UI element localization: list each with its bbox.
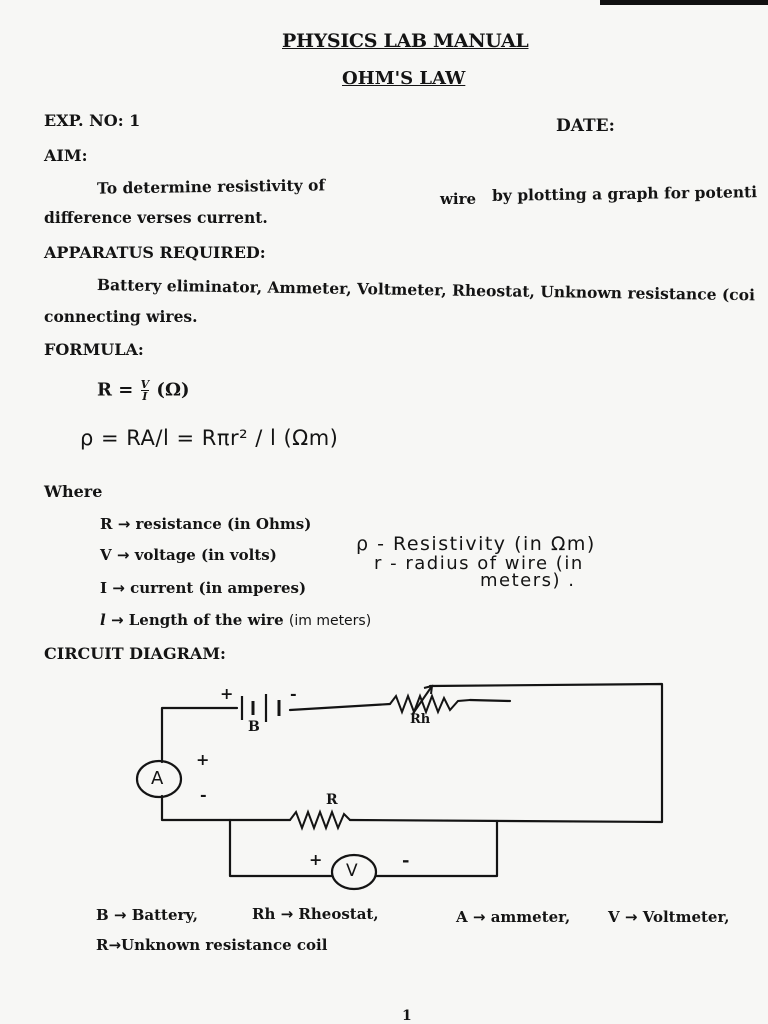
legend-text: Battery, [131, 906, 198, 924]
aim-text-line2: difference verses current. [44, 208, 268, 227]
legend-symbol: Rh [252, 905, 276, 923]
legend-symbol: V [608, 908, 620, 926]
battery-label: B [248, 719, 260, 735]
battery-icon [242, 694, 279, 722]
ammeter-label: A [151, 768, 164, 789]
circuit-wire-rheostat-right [470, 700, 510, 701]
ohm-formula-lhs: R = [97, 379, 134, 401]
where-item-text: current (in amperes) [130, 579, 307, 597]
exp-number: EXP. NO: 1 [44, 111, 141, 130]
voltmeter-plus-sign: + [309, 850, 323, 869]
legend-item-ammeter [456, 908, 570, 926]
ohm-unit: (Ω) [156, 379, 190, 401]
ohm-denominator: I [142, 390, 148, 403]
legend-symbol: A [456, 908, 468, 926]
rheostat-icon [390, 686, 470, 715]
legend-text: ammeter, [490, 908, 571, 926]
voltmeter-label: V [346, 861, 358, 881]
aim-text-part2: wire [440, 190, 477, 208]
where-item-text: Length of the wire [128, 611, 284, 629]
where-item-symbol: l [100, 611, 106, 629]
circuit-wire-left-bottom [162, 796, 290, 820]
manual-title: PHYSICS LAB MANUAL [282, 30, 529, 52]
legend-text: Rheostat, [298, 905, 379, 923]
voltmeter-minus-sign: - [402, 850, 410, 871]
ammeter-plus-sign: + [196, 750, 210, 769]
resistivity-note-line2: r - radius of wire (in [374, 553, 584, 574]
formula-heading: FORMULA: [44, 340, 144, 359]
resistor-icon [290, 812, 350, 828]
legend-symbol: R [96, 936, 109, 954]
circuit-wire-battery-rheostat [290, 704, 390, 710]
resistor-label: R [326, 792, 338, 808]
legend-text: Voltmeter, [642, 908, 730, 926]
right-arrow-icon: → [113, 906, 127, 924]
legend-item-rheostat [252, 905, 379, 923]
circuit-wire-voltmeter-return [376, 821, 497, 876]
legend-item-voltmeter [608, 908, 730, 926]
legend-text: Unknown resistance coil [121, 936, 328, 954]
right-arrow-icon: → [280, 905, 294, 923]
resistivity-formula: ρ = RA/l = Rπr² / l (Ωm) [80, 426, 339, 450]
right-arrow-icon: → [624, 908, 638, 926]
apparatus-text-line2: connecting wires. [44, 307, 198, 326]
rheostat-label: Rh [410, 712, 431, 727]
right-arrow-icon: → [116, 546, 130, 564]
apparatus-text-line1: Battery eliminator, Ammeter, Voltmeter, Rheostat, Unknown resistance (coi [96, 275, 756, 305]
where-item-text: resistance (in Ohms) [135, 515, 312, 533]
ammeter-minus-sign: - [200, 785, 207, 804]
right-arrow-icon: → [108, 936, 122, 954]
aim-heading: AIM: [44, 146, 88, 165]
right-arrow-icon: → [110, 611, 124, 629]
where-item-symbol: V [100, 546, 112, 564]
where-item-symbol: I [100, 579, 108, 597]
aim-text-part1: To determine resistivity of [96, 175, 326, 198]
legend-item-battery [96, 906, 198, 924]
circuit-heading: CIRCUIT DIAGRAM: [44, 644, 226, 663]
where-heading: Where [44, 482, 103, 501]
page-number: 1 [402, 1008, 412, 1024]
where-item-symbol: R [100, 515, 113, 533]
right-arrow-icon: → [112, 579, 125, 597]
date-label: DATE: [556, 116, 615, 136]
right-arrow-icon: → [472, 908, 486, 926]
ohm-numerator: V [140, 378, 150, 391]
apparatus-heading: APPARATUS REQUIRED: [44, 243, 266, 262]
resistivity-note-line3: meters) . [480, 570, 576, 591]
battery-minus-sign: - [290, 684, 297, 703]
experiment-title: OHM'S LAW [342, 68, 466, 89]
battery-plus-sign: + [220, 684, 234, 703]
legend-symbol: B [96, 906, 109, 924]
circuit-wire-top-right [350, 684, 662, 822]
legend-item-resistor [96, 936, 327, 954]
resistivity-note-line1: ρ - Resistivity (in Ωm) [356, 533, 596, 555]
where-item-text: voltage (in volts) [134, 546, 277, 564]
where-item-handwritten-unit: (im meters) [288, 613, 372, 629]
aim-text-part3: by plotting a graph for potenti [491, 182, 758, 205]
right-arrow-icon: → [117, 515, 131, 533]
